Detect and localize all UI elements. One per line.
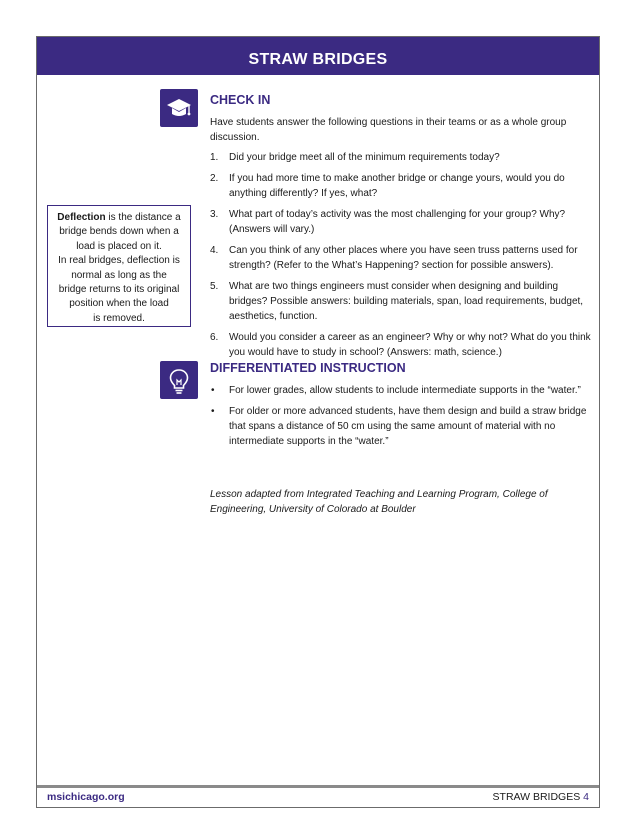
check-in-intro: Have students answer the following questions in their teams or as a whole group discussion. — [210, 117, 567, 143]
question-text: What part of today’s activity was the most challenging for your group? Why? (Answers will vary.) — [229, 209, 566, 235]
sidebar-line: position when the load — [69, 298, 169, 310]
differentiated-heading: DIFFERENTIATED INSTRUCTION — [210, 361, 406, 375]
list-number: 5. — [210, 281, 219, 292]
list-item — [210, 207, 592, 237]
sidebar-line: In real bridges, deflection is — [58, 255, 180, 267]
bullet-glyph: • — [211, 406, 215, 417]
sidebar-text: is the distance a — [105, 212, 181, 223]
list-number: 1. — [210, 152, 219, 163]
footer-title: STRAW BRIDGES — [492, 791, 581, 803]
list-item — [210, 243, 592, 273]
list-item — [210, 383, 592, 398]
sidebar-term: Deflection — [57, 212, 106, 223]
deflection-sidebar — [47, 205, 191, 327]
bullet-glyph: • — [211, 385, 215, 396]
page-frame — [36, 36, 600, 808]
differentiated-list — [210, 383, 592, 455]
question-text: Can you think of any other places where you have seen truss patterns used for strength? (Refer to the What’s Happening? section for possible answers). — [229, 245, 578, 271]
sidebar-line: normal as long as the — [71, 269, 167, 281]
sidebar-line — [48, 211, 190, 225]
lightbulb-icon — [160, 361, 198, 399]
list-number: 2. — [210, 173, 219, 184]
question-text: Did your bridge meet all of the minimum requirements today? — [229, 152, 500, 163]
page-title: STRAW BRIDGES — [37, 37, 599, 75]
sidebar-line: is removed. — [93, 312, 145, 324]
sidebar-line: bridge bends down when a — [59, 226, 179, 238]
sidebar-line: load is placed on it. — [76, 240, 162, 252]
page-number: 4 — [583, 791, 589, 803]
lesson-credit: Lesson adapted from Integrated Teaching and Learning Program, College of Engineering, University of Colorado at Boulder — [210, 489, 548, 515]
list-number: 6. — [210, 332, 219, 343]
list-number: 4. — [210, 245, 219, 256]
instruction-text: For lower grades, allow students to include intermediate supports in the “water.” — [229, 385, 581, 396]
sidebar-line: bridge returns to its original — [58, 284, 180, 296]
question-text: Would you consider a career as an engineer? Why or why not? What do you think you would have to study in school? (Answers: math, science.) — [229, 332, 591, 358]
footer-divider — [37, 785, 599, 788]
list-number: 3. — [210, 209, 219, 220]
question-text: If you had more time to make another bridge or change yours, would you do anything differently? If yes, what? — [229, 173, 565, 199]
list-item — [210, 404, 592, 449]
question-text: What are two things engineers must consider when designing and building bridges? Possible answers: building materials, span, load requirements, budget, aesthetics, function. — [229, 281, 584, 322]
list-item — [210, 330, 592, 360]
footer-site-link[interactable]: msichicago.org — [47, 791, 125, 803]
list-item — [210, 279, 592, 324]
check-in-question-list — [210, 150, 592, 366]
list-item — [210, 150, 592, 165]
list-item — [210, 171, 592, 201]
instruction-text: For older or more advanced students, have them design and build a straw bridge that spans a distance of 50 cm using the same amount of material with no intermediate supports in the “water.” — [229, 406, 587, 447]
graduation-cap-icon — [160, 89, 198, 127]
check-in-heading: CHECK IN — [210, 93, 271, 107]
footer-page-label — [493, 791, 589, 803]
